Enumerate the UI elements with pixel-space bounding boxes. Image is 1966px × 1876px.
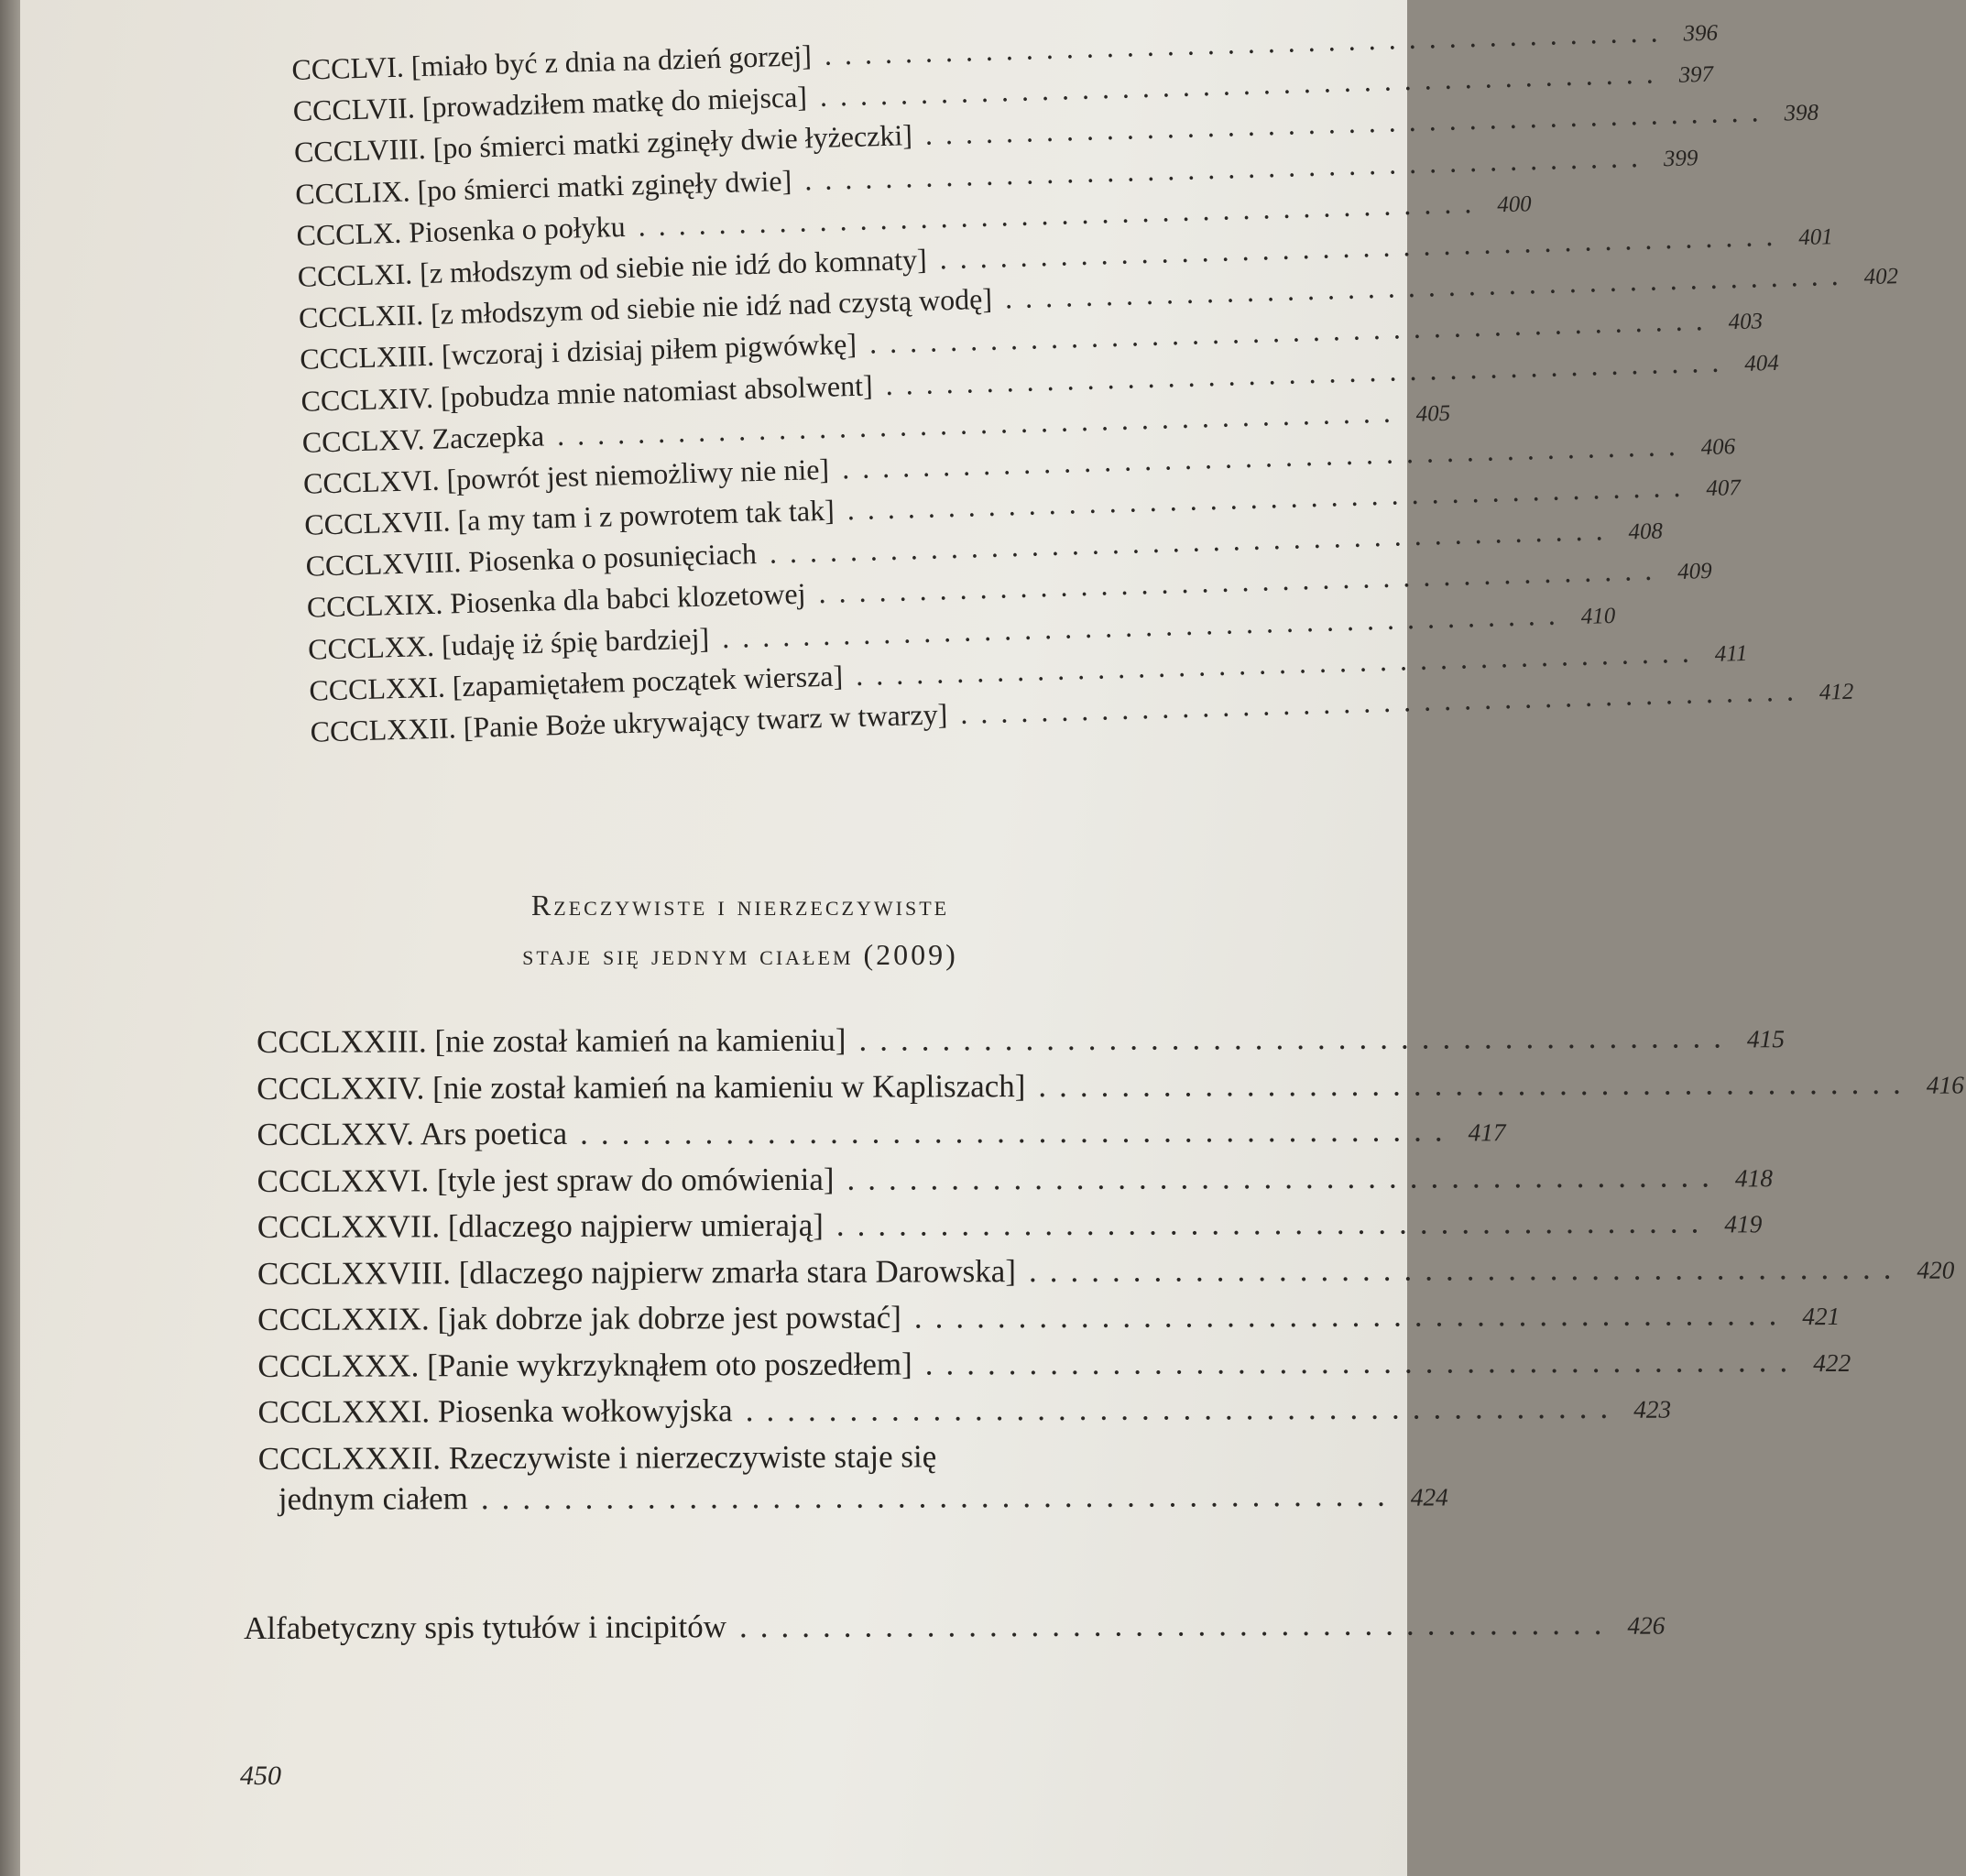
toc-entry-index xyxy=(244,1605,1666,1658)
entry-page: 396 xyxy=(1683,20,1719,47)
entry-title: CCCLVII. [prowadziłem matkę do miejsca] xyxy=(292,80,808,128)
entry-page: 424 xyxy=(1410,1482,1448,1511)
entry-page: 403 xyxy=(1728,309,1764,335)
dot-leader: .......................................... xyxy=(769,513,1616,570)
entry-title: CCCLXVIII. Piosenka o posunięciach xyxy=(305,537,758,584)
entry-page: 405 xyxy=(1415,400,1451,427)
toc-entry xyxy=(257,1204,1763,1255)
entry-title: CCCLXXIII. [nie został kamień na kamieniu] xyxy=(257,1021,846,1060)
toc-entry xyxy=(257,1296,1840,1347)
entry-page: 408 xyxy=(1628,518,1664,545)
toc-entry xyxy=(257,1389,1672,1440)
toc-entry xyxy=(257,1342,1851,1394)
entry-page: 412 xyxy=(1819,679,1854,705)
entry-page: 407 xyxy=(1706,475,1742,502)
entry-page: 400 xyxy=(1496,191,1533,218)
entry-title: CCCLXI. [z młodszym od siebie nie idź do komnaty] xyxy=(297,242,928,293)
entry-page: 416 xyxy=(1926,1070,1964,1099)
entry-title: CCCLXIII. [wczoraj i dzisiaj piłem pigwówkę] xyxy=(299,327,857,376)
entry-page: 402 xyxy=(1863,264,1899,290)
toc-block-index xyxy=(244,1605,1666,1658)
entry-title: CCCLXXVIII. [dlaczego najpierw zmarła stara Darowska] xyxy=(257,1252,1017,1292)
section-heading-line-1: Rzeczywiste i nierzeczywiste xyxy=(530,889,950,922)
dot-leader: .......................................... xyxy=(817,552,1666,610)
entry-page: 422 xyxy=(1813,1348,1851,1377)
entry-title: CCCLXXI. [zapamiętałem początek wiersza] xyxy=(308,659,844,707)
entry-title: CCCLXXXI. Piosenka wołkowyjska xyxy=(257,1392,733,1430)
dot-leader: .......................................... xyxy=(959,673,1808,730)
entry-title-continuation: jednym ciałem xyxy=(278,1479,468,1517)
entry-title: CCCLXXV. Ars poetica xyxy=(257,1115,568,1152)
entry-title: CCCLXIX. Piosenka dla babci klozetowej xyxy=(306,576,806,625)
entry-title: CCCLXXII. [Panie Boże ukrywający twarz w twarzy] xyxy=(310,697,948,748)
entry-title: CCCLVI. [miało być z dnia na dzień gorzej] xyxy=(291,38,813,86)
entry-page: 421 xyxy=(1802,1302,1840,1331)
dot-leader: .......................................... xyxy=(841,428,1689,485)
toc-entry xyxy=(257,1157,1774,1209)
entry-page: 417 xyxy=(1468,1118,1506,1147)
dot-leader: .......................................... xyxy=(721,596,1569,654)
entry-title: CCCLXX. [udaję iż śpię bardziej] xyxy=(307,621,710,666)
dot-leader: .......................................... xyxy=(745,1389,1622,1429)
dot-leader: .......................................... xyxy=(738,1605,1615,1645)
entry-page: 419 xyxy=(1724,1210,1763,1238)
entry-page: 411 xyxy=(1714,640,1748,667)
entry-title: CCCLXII. [z młodszym od siebie nie idź nad czystą wodę] xyxy=(298,281,993,335)
entry-title: CCCLXXX. [Panie wykrzyknąłem oto poszedłem] xyxy=(257,1346,912,1384)
dot-leader: .......................................... xyxy=(868,303,1717,360)
dot-leader: .......................................... xyxy=(939,218,1786,276)
toc-entry-continuation xyxy=(258,1477,1448,1527)
entry-page: 420 xyxy=(1917,1256,1955,1284)
entry-page: 401 xyxy=(1797,224,1834,251)
entry-page: 406 xyxy=(1700,434,1736,461)
entry-page: 410 xyxy=(1580,603,1616,629)
entry-title: CCCLXXXII. Rzeczywiste i nierzeczywiste staje się xyxy=(257,1437,937,1477)
entry-title: CCCLXXIX. [jak dobrze jak dobrze jest powstać] xyxy=(257,1299,901,1337)
dot-leader: .......................................... xyxy=(855,635,1703,692)
dot-leader: .......................................... xyxy=(836,1204,1712,1243)
entry-title: CCCLXV. Zaczepka xyxy=(301,419,545,459)
entry-page: 418 xyxy=(1734,1163,1774,1192)
dot-leader: .......................................... xyxy=(885,344,1732,401)
toc-entry-first-line xyxy=(258,1437,1246,1481)
dot-leader: .......................................... xyxy=(803,139,1652,196)
entry-page: 398 xyxy=(1784,100,1819,126)
entry-page: 404 xyxy=(1743,350,1780,376)
dot-leader: .......................................... xyxy=(924,94,1772,152)
dot-leader: .......................................... xyxy=(858,1019,1735,1058)
page-number: 450 xyxy=(240,1761,281,1791)
entry-title: CCCLIX. [po śmierci matki zginęły dwie] xyxy=(294,163,792,211)
dot-leader: .......................................... xyxy=(846,1157,1723,1197)
toc-block-previous-collection xyxy=(291,14,1899,757)
entry-page: 423 xyxy=(1633,1395,1672,1423)
entry-title: CCCLX. Piosenka o połyku xyxy=(296,209,627,252)
entry-title: CCCLXVI. [powrót jest niemożliwy nie nie] xyxy=(302,452,830,500)
entry-title: CCCLXXVI. [tyle jest spraw do omówienia] xyxy=(257,1161,835,1199)
dot-leader: .......................................... xyxy=(924,1342,1801,1381)
entry-page: 397 xyxy=(1678,61,1714,88)
dot-leader: .......................................... xyxy=(638,185,1485,243)
dot-leader: .......................................... xyxy=(1004,257,1852,315)
entry-title: Alfabetyczny spis tytułów i incipitów xyxy=(244,1609,727,1646)
toc-entry xyxy=(257,1249,1955,1302)
entry-title: CCCLXXVII. [dlaczego najpierw umierają] xyxy=(257,1206,824,1245)
toc-entry xyxy=(257,1112,1506,1162)
dot-leader: .......................................... xyxy=(824,14,1671,71)
entry-title: CCCLVIII. [po śmierci matki zginęły dwie łyżeczki] xyxy=(293,118,913,169)
entry-page: 426 xyxy=(1627,1611,1666,1640)
toc-block-section xyxy=(257,1019,1964,1527)
dot-leader: .......................................... xyxy=(1028,1249,1905,1289)
dot-leader: .......................................... xyxy=(819,56,1667,114)
entry-title: CCCLXVII. [a my tam i z powrotem tak tak] xyxy=(303,493,836,541)
entry-page: 409 xyxy=(1677,559,1712,585)
dot-leader: .......................................... xyxy=(846,469,1694,527)
entry-title: CCCLXXIV. [nie został kamień na kamieniu w Kapliszach] xyxy=(257,1067,1026,1107)
entry-page: 415 xyxy=(1746,1025,1786,1053)
entry-page: 399 xyxy=(1663,145,1698,171)
dot-leader: ............................................ xyxy=(480,1477,1398,1516)
dot-leader: .......................................... xyxy=(580,1112,1456,1151)
toc-entry xyxy=(257,1064,1964,1117)
dot-leader: .......................................... xyxy=(1038,1064,1914,1104)
dot-leader: .......................................... xyxy=(913,1296,1790,1336)
dot-leader: .......................................... xyxy=(556,394,1404,452)
toc-entry xyxy=(257,1019,1786,1070)
entry-title: CCCLXIV. [pobudza mnie natomiast absolwent] xyxy=(300,367,874,418)
section-heading-line-2: staje się jednym ciałem (2009) xyxy=(522,938,958,971)
